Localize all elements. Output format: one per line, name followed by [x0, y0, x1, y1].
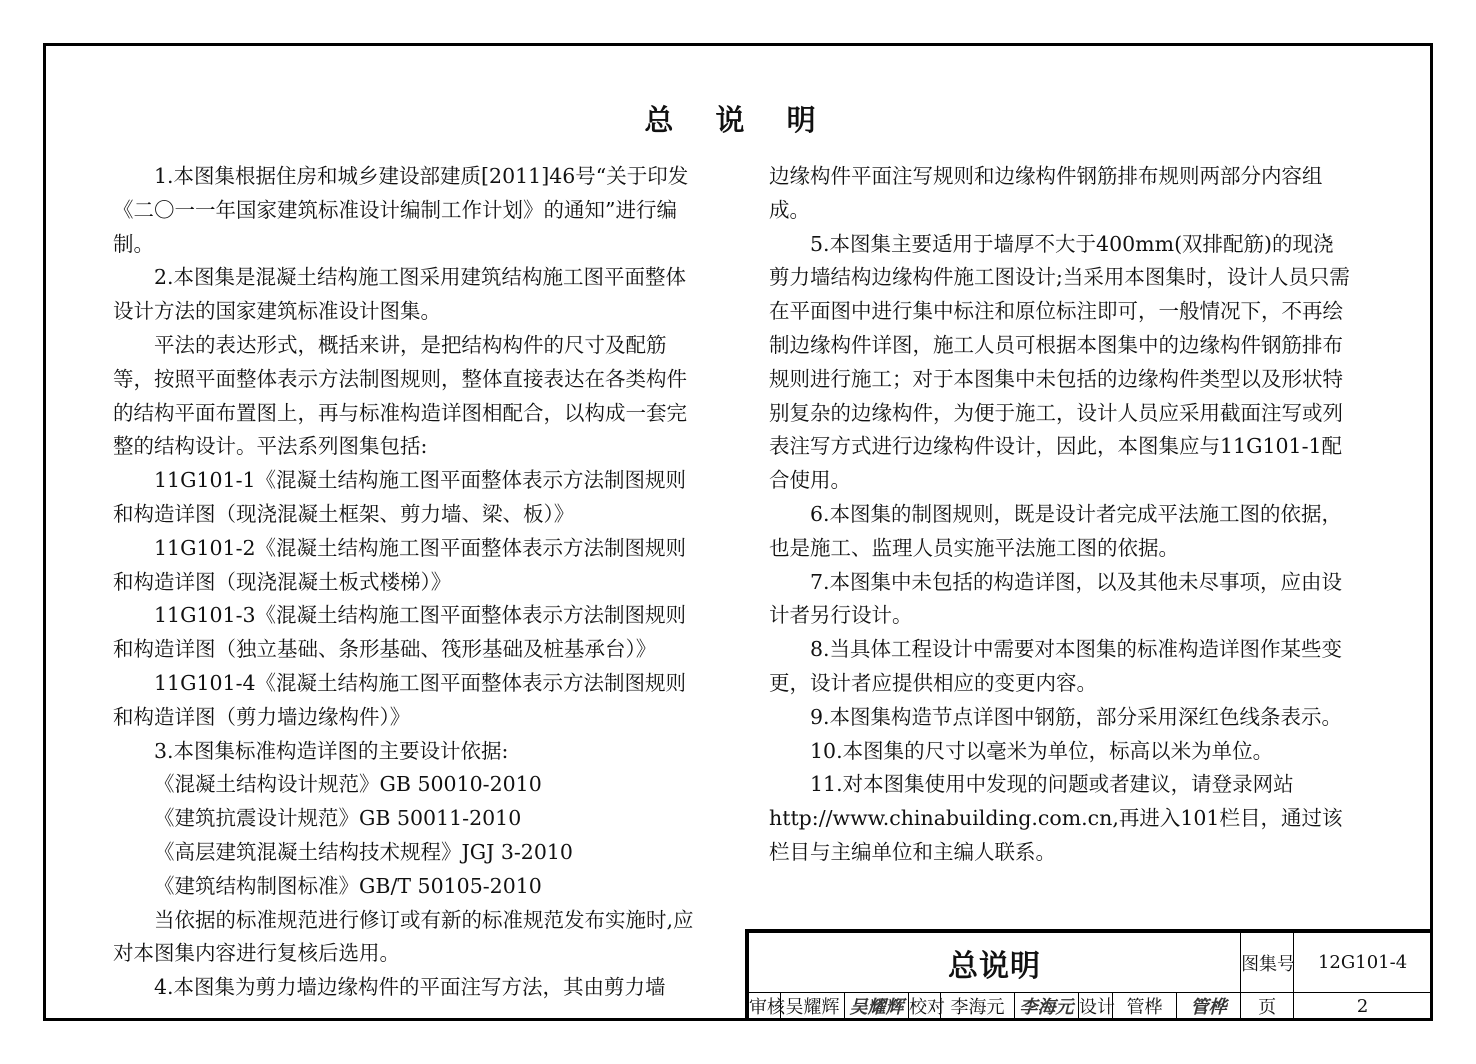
left-paragraph: 1.本图集根据住房和城乡建设部建质[2011]46号“关于印发《二〇一一年国家建筑标准设计编制工作计划》的通知”进行编制。: [113, 164, 689, 256]
reviewer-name: 吴耀辉: [781, 993, 845, 1020]
atlas-number: 12G101-4: [1294, 933, 1432, 993]
page-number: 2: [1294, 993, 1432, 1020]
right-column: [769, 160, 1354, 870]
left-paragraph: 11G101-4《混凝土结构施工图平面整体表示方法制图规则和构造详图（剪力墙边缘构件）》: [113, 670, 687, 729]
review-label: 审核: [749, 993, 781, 1020]
reviewer-signature: 吴耀辉: [845, 993, 909, 1020]
left-paragraph: 《高层建筑混凝土结构技术规程》JGJ 3-2010: [154, 839, 573, 864]
left-paragraph: 4.本图集为剪力墙边缘构件的平面注写方法，其由剪力墙: [154, 975, 666, 1000]
checker-name: 李海元: [941, 993, 1015, 1020]
right-paragraph: 11.对本图集使用中发现的问题或者建议，请登录网站http://www.chinabuilding.com.cn,再进入101栏目，通过该栏目与主编单位和主编人联系。: [769, 772, 1343, 864]
right-paragraph: 6.本图集的制图规则，既是设计者完成平法施工图的依据，也是施工、监理人员实施平法施工图的依据。: [769, 501, 1343, 560]
left-paragraph: 《建筑抗震设计规范》GB 50011-2010: [154, 806, 522, 831]
left-paragraph: 11G101-1《混凝土结构施工图平面整体表示方法制图规则和构造详图（现浇混凝土框架、剪力墙、梁、板）》: [113, 468, 687, 526]
left-paragraph: 11G101-2《混凝土结构施工图平面整体表示方法制图规则和构造详图（现浇混凝土板式楼梯）》: [113, 535, 687, 594]
left-paragraph: 3.本图集标准构造详图的主要设计依据:: [154, 738, 509, 763]
title-block: [745, 929, 1431, 1020]
right-paragraph: 9.本图集构造节点详图中钢筋，部分采用深红色线条表示。: [810, 704, 1343, 729]
left-paragraph: 11G101-3《混凝土结构施工图平面整体表示方法制图规则和构造详图（独立基础、条形基础、筏形基础及桩基承台）》: [113, 603, 687, 662]
left-paragraph: 《建筑结构制图标准》GB/T 50105-2010: [154, 873, 542, 898]
right-paragraph: 边缘构件平面注写规则和边缘构件钢筋排布规则两部分内容组成。: [769, 164, 1323, 222]
designer-signature: 管桦: [1177, 993, 1241, 1020]
page-title: 总 说 明: [644, 103, 832, 137]
right-paragraph: 8.当具体工程设计中需要对本图集的标准构造详图作某些变更，设计者应提供相应的变更内容。: [769, 637, 1343, 695]
page-label: 页: [1241, 993, 1294, 1020]
left-paragraph: 平法的表达形式，概括来讲，是把结构构件的尺寸及配筋等，按照平面整体表示方法制图规则，整体直接表达在各类构件的结构平面布置图上，再与标准构造详图相配合，以构成一套完整的结构设计。平法系列图集包括:: [113, 332, 687, 459]
left-column: [113, 160, 705, 1005]
right-paragraph: 10.本图集的尺寸以毫米为单位，标高以米为单位。: [810, 738, 1274, 763]
designer-name: 管桦: [1113, 993, 1177, 1020]
checker-signature: 李海元: [1015, 993, 1079, 1020]
design-label: 设计: [1079, 993, 1113, 1020]
drawing-title: 总说明: [749, 933, 1241, 993]
left-paragraph: 2.本图集是混凝土结构施工图采用建筑结构施工图平面整体设计方法的国家建筑标准设计图集。: [113, 265, 687, 324]
right-paragraph: 5.本图集主要适用于墙厚不大于400mm(双排配筋)的现浇剪力墙结构边缘构件施工图设计;当采用本图集时，设计人员只需在平面图中进行集中标注和原位标注即可，一般情况下，不再绘制边缘构件详图，施工人员可根据本图集中的边缘构件钢筋排布规则进行施工；对于本图集中未包括的边缘构件类型以及形状特别复杂的边缘构件，为便于施工，设计人员应采用截面注写或列表注写方式进行边缘构件设计，因此，本图集应与11G101-1配合使用。: [769, 231, 1350, 493]
left-paragraph: 《混凝土结构设计规范》GB 50010-2010: [154, 772, 542, 797]
right-paragraph: 7.本图集中未包括的构造详图，以及其他未尽事项，应由设计者另行设计。: [769, 569, 1343, 628]
left-paragraph: 当依据的标准规范进行修订或有新的标准规范发布实施时,应对本图集内容进行复核后选用。: [113, 907, 694, 966]
check-label: 校对: [909, 993, 941, 1020]
atlas-number-label: 图集号: [1241, 933, 1294, 993]
